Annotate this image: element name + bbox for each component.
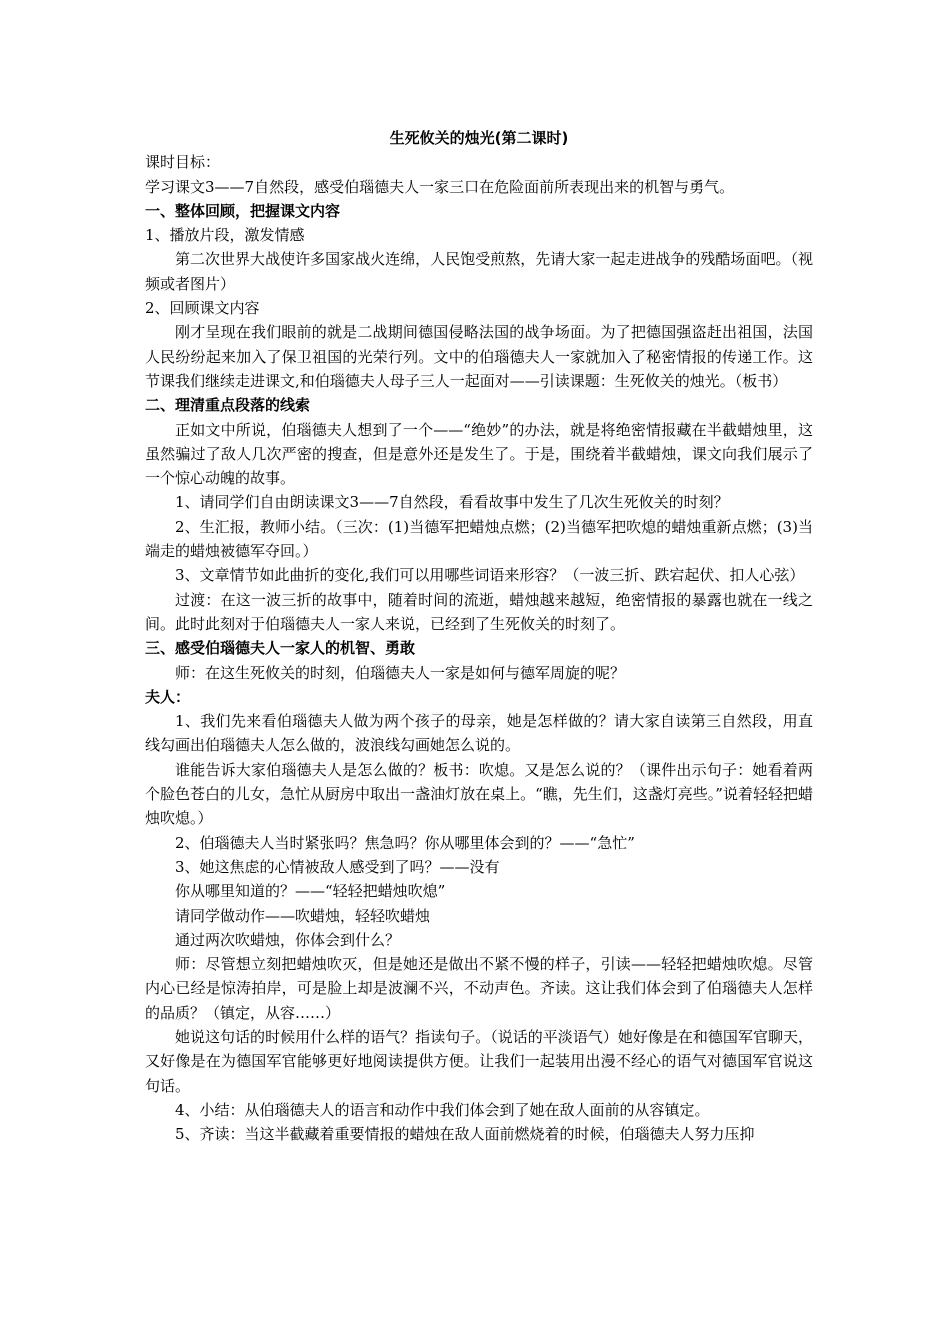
section-heading: 三、感受伯瑙德夫人一家人的机智、勇敢	[145, 639, 416, 658]
document-body	[145, 150, 813, 1146]
document-title: 生死攸关的烛光(第二课时)	[389, 129, 569, 147]
body-paragraph: 2、回顾课文内容	[145, 299, 260, 318]
body-paragraph: 过渡：在这一波三折的故事中，随着时间的流逝，蜡烛越来越短，绝密情报的暴露也就在一线之间。此时此刻对于伯瑙德夫人一家人来说，已经到了生死攸关的时刻了。	[145, 590, 813, 633]
body-paragraph: 1、我们先来看伯瑙德夫人做为两个孩子的母亲，她是怎样做的？请大家自读第三自然段，用直线勾画出伯瑙德夫人怎么做的，波浪线勾画她怎么说的。	[145, 712, 813, 755]
body-paragraph: 4、小结：从伯瑙德夫人的语言和动作中我们体会到了她在敌人面前的从容镇定。	[175, 1100, 710, 1119]
body-paragraph: 师：在这生死攸关的时刻，伯瑙德夫人一家是如何与德军周旋的呢？	[175, 663, 626, 682]
section-heading: 一、整体回顾，把握课文内容	[145, 201, 341, 220]
body-paragraph: 3、文章情节如此曲折的变化,我们可以用哪些词语来形容？（一波三折、跌宕起伏、扣人心弦）	[175, 566, 805, 585]
body-paragraph: 刚才呈现在我们眼前的就是二战期间德国侵略法国的战争场面。为了把德国强盗赶出祖国，法国人民纷纷起来加入了保卫祖国的光荣行列。文中的伯瑙德夫人一家就加入了秘密情报的传递工作。这节课我们继续走进课文,和伯瑙德夫人母子三人一起面对——引读课题：生死攸关的烛光。（板书）	[145, 323, 813, 390]
section-heading: 夫人：	[145, 687, 191, 706]
body-paragraph: 你从哪里知道的？——“轻轻把蜡烛吹熄”	[175, 882, 446, 901]
body-paragraph: 正如文中所说，伯瑙德夫人想到了一个——“绝妙”的办法，就是将绝密情报藏在半截蜡烛里，这虽然骗过了敌人几次严密的搜查，但是意外还是发生了。于是，围绕着半截蜡烛，课文向我们展示了一个惊心动魄的故事。	[145, 420, 813, 488]
body-paragraph: 谁能告诉大家伯瑙德夫人是怎么做的？板书：吹熄。又是怎么说的？（课件出示句子：她看着两个脸色苍白的儿女，急忙从厨房中取出一盏油灯放在桌上。“瞧，先生们，这盏灯亮些。”说着轻轻把蜡烛吹熄。）	[145, 760, 813, 828]
body-paragraph: 1、播放片段，激发情感	[145, 226, 305, 245]
body-paragraph: 学习课文3——7自然段，感受伯瑙德夫人一家三口在危险面前所表现出来的机智与勇气。	[145, 177, 735, 196]
body-paragraph: 她说这句话的时候用什么样的语气？指读句子。（说话的平淡语气）她好像是在和德国军官聊天，又好像是在为德国军官能够更好地阅读提供方便。让我们一起装用出漫不经心的语气对德国军官说这句话。	[145, 1027, 813, 1095]
section-heading: 二、理清重点段落的线索	[145, 396, 311, 415]
document-page	[145, 126, 813, 1146]
body-paragraph: 5、齐读：当这半截藏着重要情报的蜡烛在敌人面前燃烧着的时候，伯瑙德夫人努力压抑	[175, 1125, 755, 1144]
body-paragraph: 2、伯瑙德夫人当时紧张吗？焦急吗？你从哪里体会到的？——“急忙”	[175, 833, 635, 852]
body-paragraph: 2、生汇报，教师小结。（三次：(1)当德军把蜡烛点燃；(2)当德军把吹熄的蜡烛重新点燃；(3)当端走的蜡烛被德军夺回。）	[145, 517, 813, 561]
body-paragraph: 课时目标：	[145, 153, 221, 172]
body-paragraph: 第二次世界大战使许多国家战火连绵，人民饱受煎熬，先请大家一起走进战争的残酷场面吧。（视频或者图片）	[145, 250, 813, 293]
body-paragraph: 通过两次吹蜡烛，你体会到什么？	[175, 930, 401, 949]
body-paragraph: 1、请同学们自由朗读课文3——7自然段，看看故事中发生了几次生死攸关的时刻？	[175, 493, 729, 512]
body-paragraph: 3、她这焦虑的心情被敌人感受到了吗？——没有	[175, 857, 500, 876]
body-paragraph: 请同学做动作——吹蜡烛，轻轻吹蜡烛	[175, 906, 431, 925]
body-paragraph: 师：尽管想立刻把蜡烛吹灭，但是她还是做出不紧不慢的样子，引读——轻轻把蜡烛吹熄。尽管内心已经是惊涛拍岸，可是脸上却是波澜不兴，不动声色。齐读。这让我们体会到了伯瑙德夫人怎样的品质？（镇定，从容……）	[145, 955, 813, 1022]
